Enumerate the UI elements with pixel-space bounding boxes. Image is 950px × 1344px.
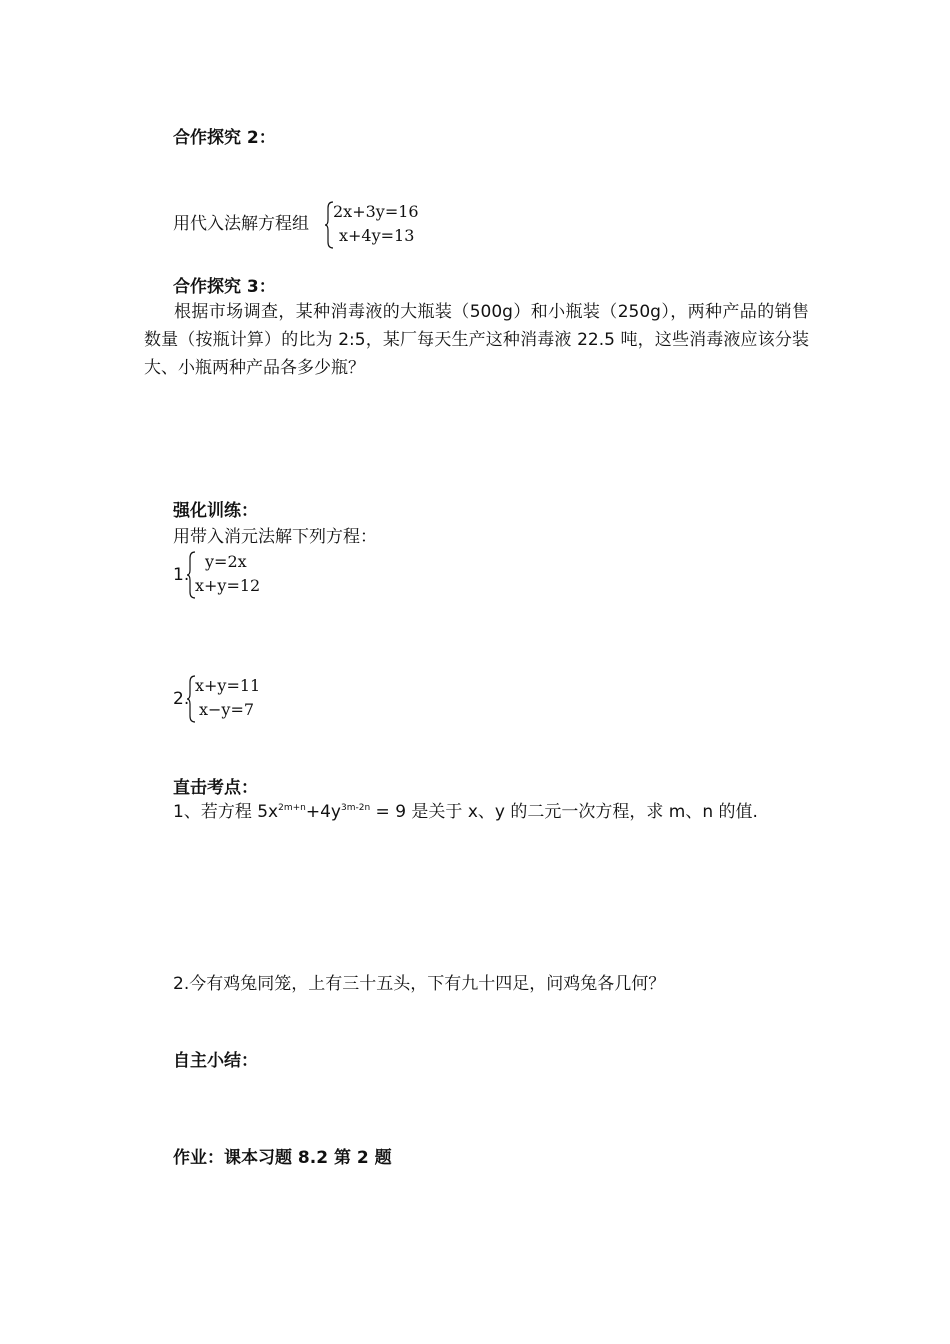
problem-number: 2. (173, 689, 190, 709)
problem-number: 1. (173, 565, 190, 585)
question-1-lead: 1、若方程 5x (173, 802, 279, 822)
section-title-cooperative-inquiry-3: 合作探究 3： (173, 277, 276, 297)
question-1-tail: = 9 是关于 x、y 的二元一次方程，求 m、n 的值. (370, 802, 758, 822)
word-problem-paragraph: 根据市场调查，某种消毒液的大瓶装（500g）和小瓶装（250g），两种产品的销售数量（按瓶计算）的比为 2:5，某厂每天生产这种消毒液 22.5 吨，这些消毒液应该分装大、小瓶两种产品各多少瓶？ (144, 302, 809, 378)
equation-system-problem-1 (187, 550, 287, 600)
exponent: 3m-2n (340, 803, 371, 813)
equation-line: x+4y=13 (339, 226, 415, 245)
equation-line: y=2x (205, 552, 247, 571)
instruction-text: 用带入消元法解下列方程： (173, 527, 377, 547)
section-title-exam-points: 直击考点： (173, 778, 258, 798)
question-2: 2.今有鸡兔同笼，上有三十五头，下有九十四足，问鸡兔各几何？ (173, 974, 666, 994)
homework-line: 作业：课本习题 8.2 第 2 题 (173, 1148, 392, 1168)
section-title-self-summary: 自主小结： (173, 1051, 258, 1071)
section-title-reinforcement: 强化训练： (173, 501, 258, 521)
equation-line: x+y=12 (195, 576, 261, 595)
exponent: 2m+n (278, 803, 306, 813)
equation-line: 2x+3y=16 (333, 202, 419, 221)
equation-line: x+y=11 (195, 676, 261, 695)
question-1 (173, 801, 758, 823)
system-prompt: 用代入法解方程组 (173, 214, 309, 234)
equation-system-problem-2 (187, 674, 287, 724)
equation-system-1 (325, 200, 455, 250)
equation-line: x−y=7 (199, 700, 255, 719)
question-1-mid: +4y (305, 802, 341, 822)
section-title-cooperative-inquiry-2: 合作探究 2： (173, 128, 276, 148)
